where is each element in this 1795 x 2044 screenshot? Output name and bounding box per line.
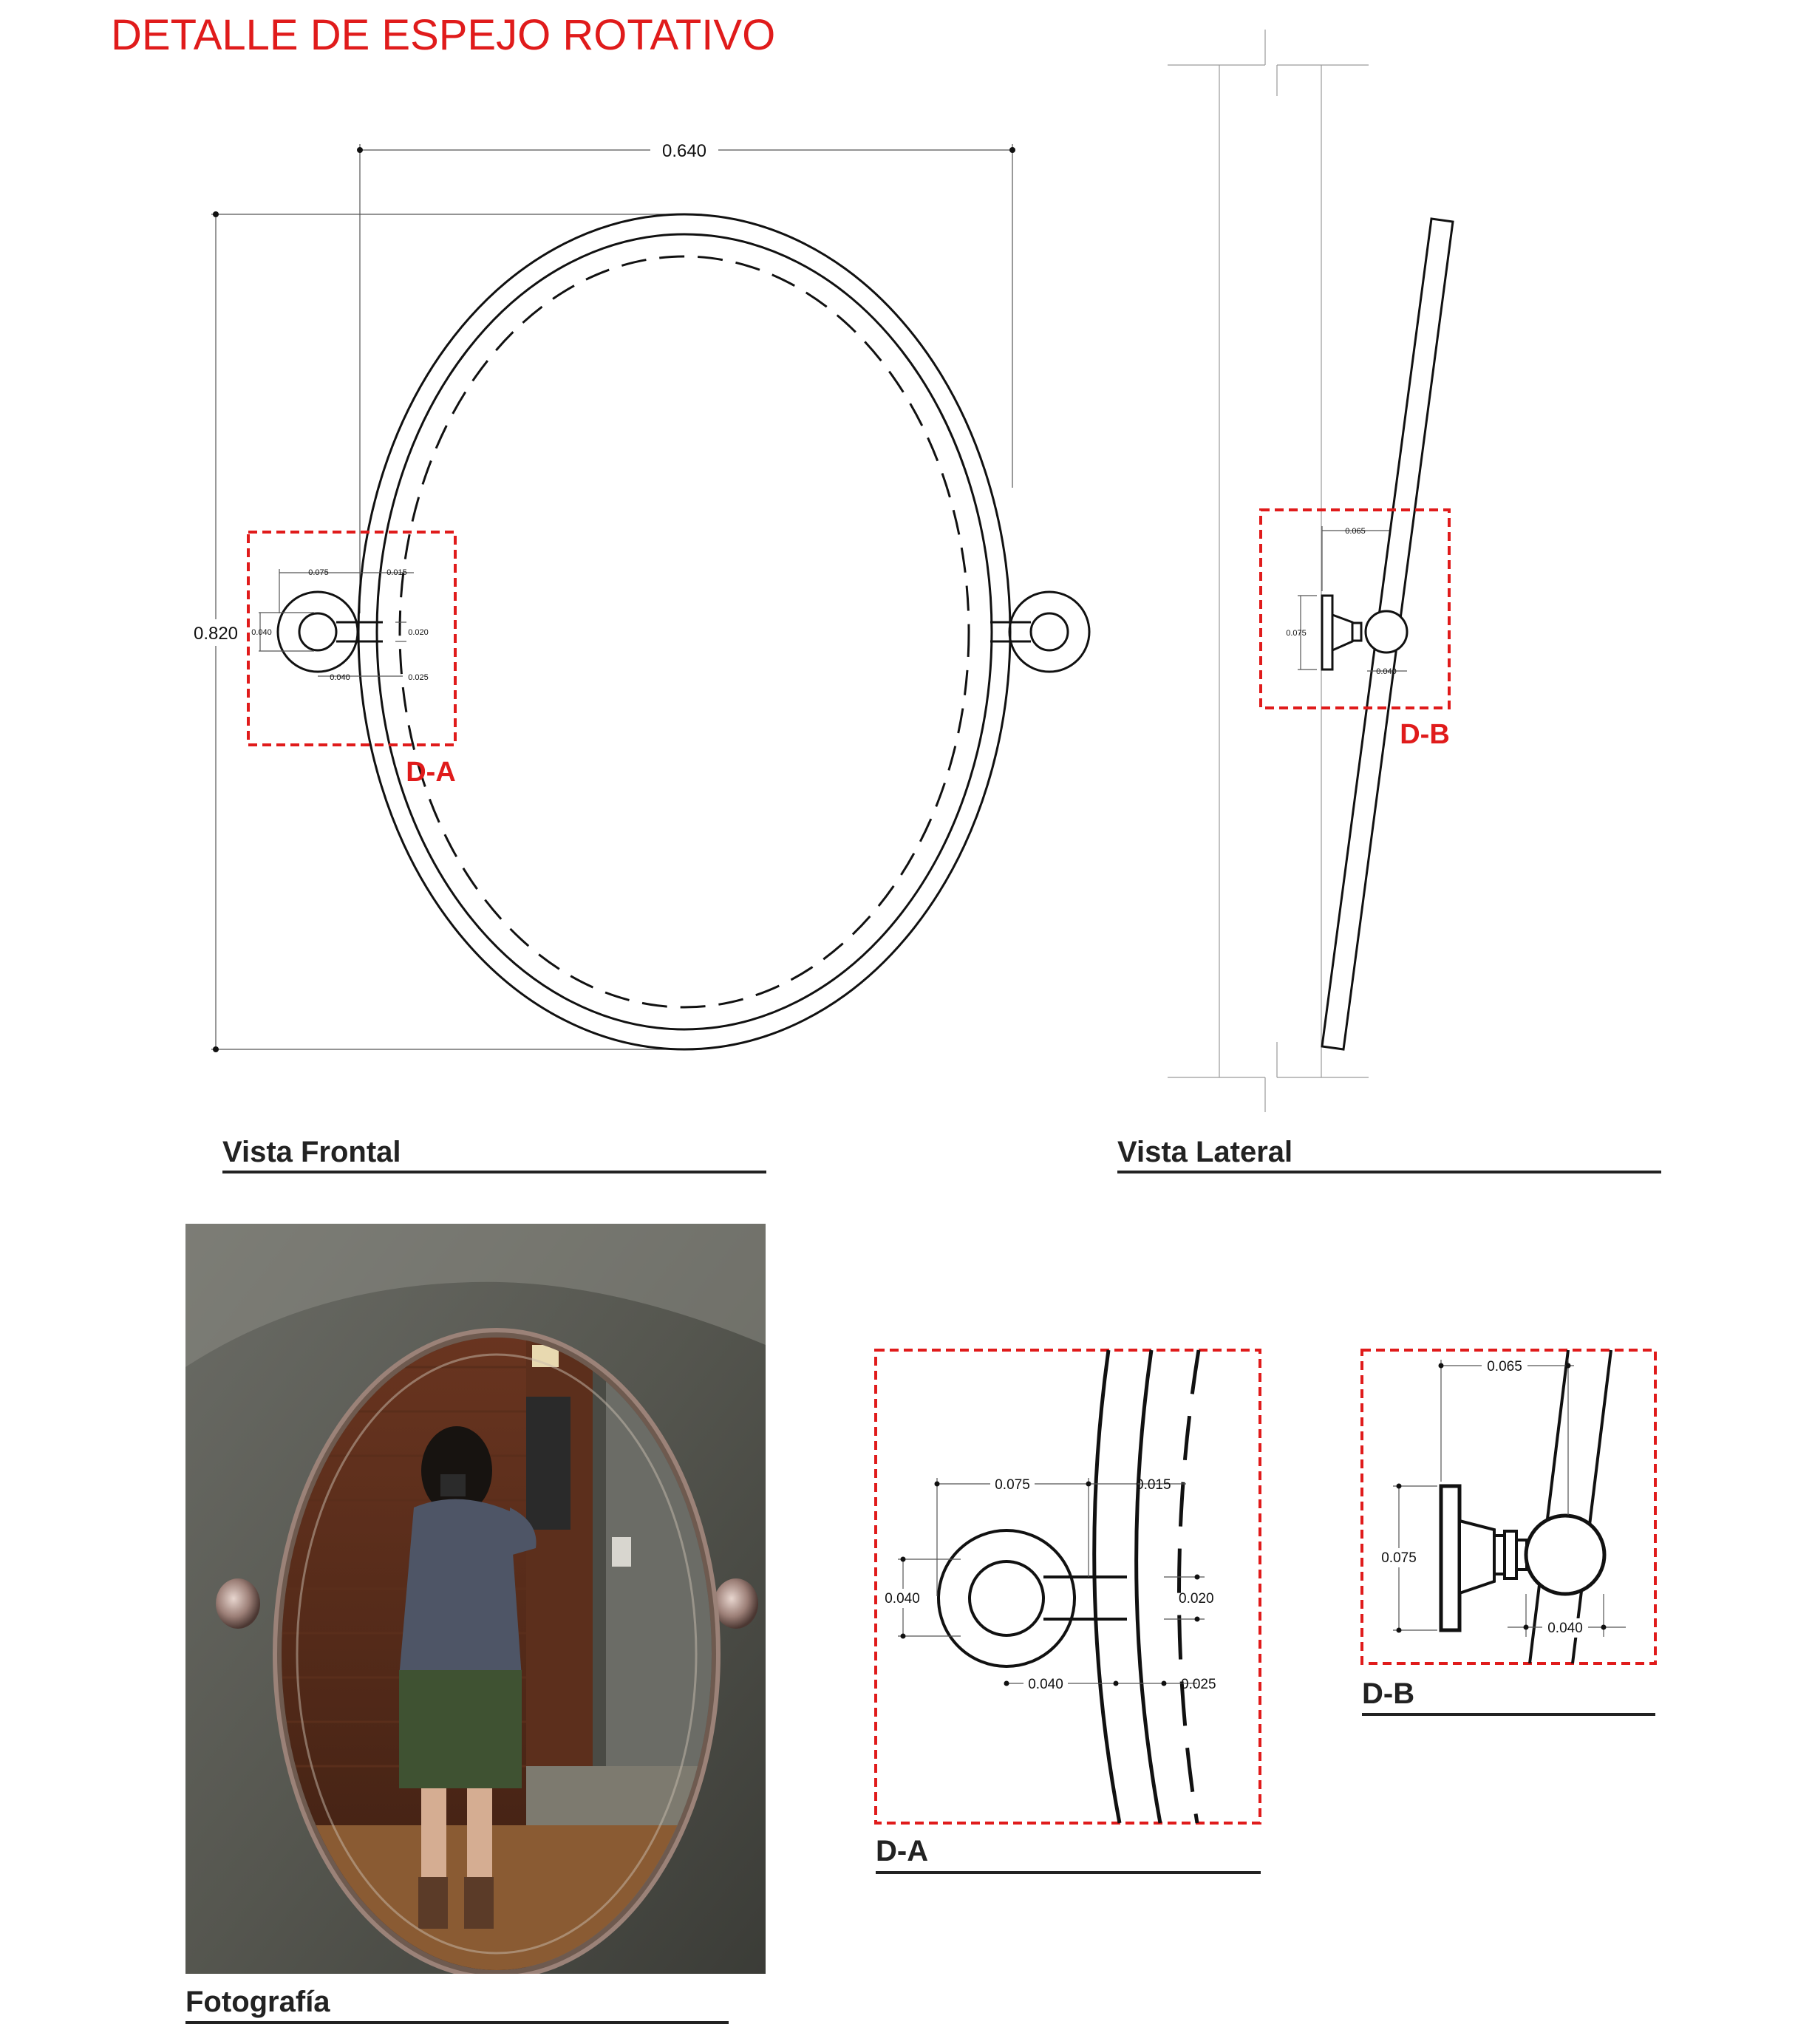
detail-a-enlarged <box>876 1350 1260 1823</box>
detail-b-frame <box>1362 1350 1655 1663</box>
detail-a-dim-0040: 0.040 <box>885 1591 920 1607</box>
photo-caption: Fotografía <box>185 1986 330 2018</box>
detail-a-frame <box>876 1350 1260 1823</box>
front-dim-0040: 0.040 <box>251 628 272 637</box>
front-dim-0040b: 0.040 <box>330 673 350 682</box>
detail-a-tag: D-A <box>406 757 456 788</box>
side-dim-0065: 0.065 <box>1345 527 1366 536</box>
pivot-knob-side <box>1366 611 1407 653</box>
height-dimension-label: 0.820 <box>193 624 239 644</box>
right-pivot-ring <box>1009 592 1089 672</box>
drawing-title: DETALLE DE ESPEJO ROTATIVO <box>111 11 776 59</box>
wall-plate <box>1322 596 1332 670</box>
detail-b-knob <box>1526 1516 1604 1594</box>
width-dimension-label: 0.640 <box>661 141 707 161</box>
detail-a-dim-0040b: 0.040 <box>1028 1677 1063 1692</box>
detail-b-enlarged <box>1362 1350 1655 1663</box>
front-dim-0015: 0.015 <box>386 568 407 577</box>
detail-a-caption: D-A <box>876 1835 929 1867</box>
detail-a-dim-0025: 0.025 <box>1181 1677 1216 1692</box>
mirror-inner-edge <box>377 234 992 1029</box>
detail-a-dim-0075: 0.075 <box>995 1477 1030 1493</box>
front-dim-0025: 0.025 <box>408 673 429 682</box>
detail-a-dim-0015: 0.015 <box>1136 1477 1171 1493</box>
mirror-bevel-line <box>400 256 969 1007</box>
photo-left-knob <box>216 1578 260 1629</box>
detail-b-dim-0040: 0.040 <box>1547 1621 1583 1636</box>
front-dim-0020: 0.020 <box>408 628 429 637</box>
side-view <box>1168 30 1453 1112</box>
detail-b-dim-0065: 0.065 <box>1487 1359 1522 1374</box>
detail-b-wall-plate <box>1441 1486 1459 1630</box>
detail-b-callout-box <box>1261 510 1449 708</box>
mirror-photograph <box>185 1224 766 1988</box>
mirror-outer-edge <box>358 214 1010 1049</box>
detail-b-tag: D-B <box>1400 719 1450 750</box>
detail-b-caption: D-B <box>1362 1677 1415 1710</box>
detail-b-dim-0075: 0.075 <box>1381 1550 1417 1566</box>
detail-a-ring-inner <box>970 1561 1043 1635</box>
side-view-caption: Vista Lateral <box>1117 1136 1293 1168</box>
front-view <box>185 137 1089 1052</box>
photo-right-knob <box>714 1578 758 1629</box>
detail-a-ring-outer <box>939 1530 1074 1666</box>
left-pivot-ring <box>278 592 358 672</box>
side-dim-0075: 0.075 <box>1286 629 1307 638</box>
front-dim-0075: 0.075 <box>308 568 329 577</box>
detail-a-dim-0020: 0.020 <box>1179 1591 1214 1607</box>
side-dim-0040: 0.040 <box>1376 667 1397 676</box>
front-view-caption: Vista Frontal <box>222 1136 401 1168</box>
